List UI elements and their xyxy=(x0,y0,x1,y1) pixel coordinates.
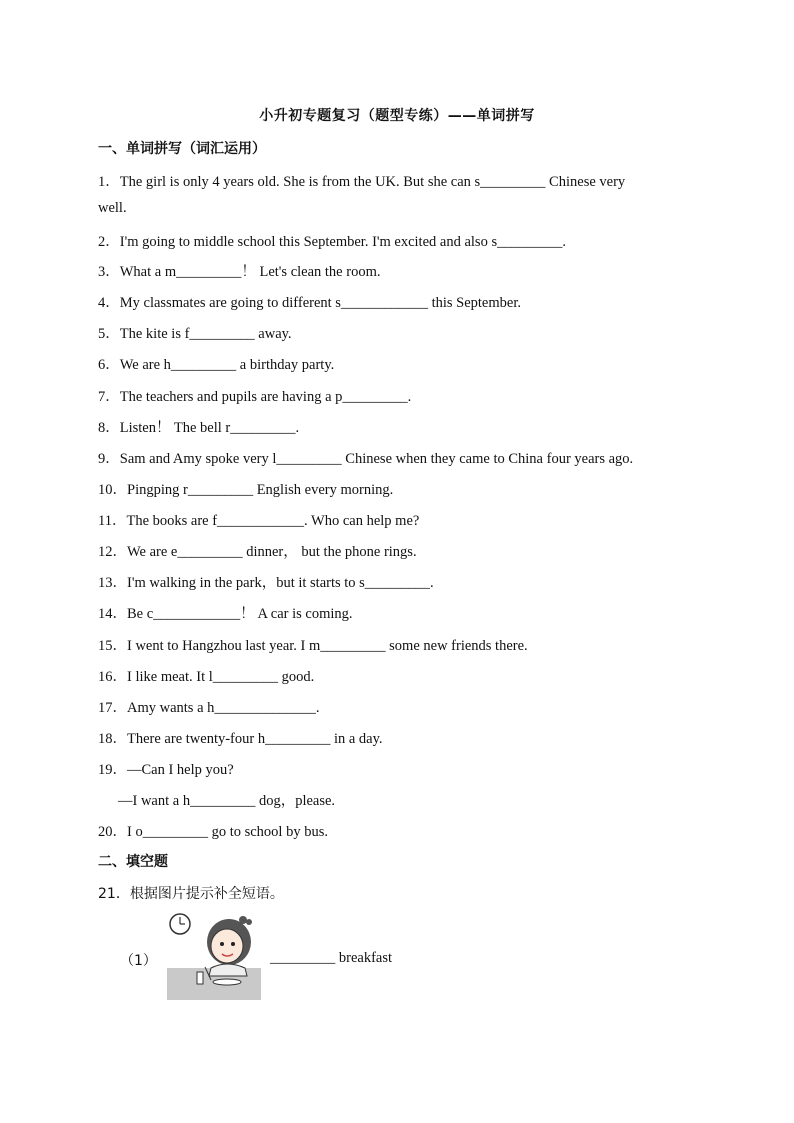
question-13: 13．I'm walking in the park，but it starts to s_________. xyxy=(98,575,434,591)
question-1-line-2: well. xyxy=(98,200,127,216)
question-21-prompt: 21．根据图片提示补全短语。 xyxy=(98,886,284,902)
question-8: 8．Listen！ The bell r_________. xyxy=(98,420,300,436)
question-19-line-1: 19．—Can I help you? xyxy=(98,762,234,778)
question-5: 5．The kite is f_________ away. xyxy=(98,326,292,342)
question-12: 12．We are e_________ dinner， but the phone rings. xyxy=(98,544,417,560)
question-1-line-1: 1．The girl is only 4 years old. She is from the UK. But she can s_________ Chinese very xyxy=(98,174,626,190)
question-2: 2．I'm going to middle school this September. I'm excited and also s_________. xyxy=(98,234,566,250)
question-17: 17．Amy wants a h______________. xyxy=(98,700,320,716)
question-19-line-2: —I want a h_________ dog，please. xyxy=(118,793,336,809)
question-15: 15．I went to Hangzhou last year. I m_________ some new friends there. xyxy=(98,638,528,654)
question-4: 4．My classmates are going to different s____________ this September. xyxy=(98,295,521,311)
question-20: 20．I o_________ go to school by bus. xyxy=(98,824,328,840)
question-14: 14．Be c____________！ A car is coming. xyxy=(98,606,353,622)
question-16: 16．I like meat. It l_________ good. xyxy=(98,669,315,685)
question-6: 6．We are h_________ a birthday party. xyxy=(98,357,335,373)
section-2-heading: 二、填空题 xyxy=(98,854,168,870)
question-9: 9．Sam and Amy spoke very l_________ Chinese when they came to China four years ago. xyxy=(98,451,634,467)
question-11: 11．The books are f____________. Who can help me? xyxy=(98,513,420,529)
question-21-1-answer-line: _________ breakfast xyxy=(270,950,393,966)
question-10: 10．Pingping r_________ English every morning. xyxy=(98,482,394,498)
question-21-1-label: （1） xyxy=(120,953,157,969)
section-1-heading: 一、单词拼写（词汇运用） xyxy=(98,141,266,157)
question-18: 18．There are twenty-four h_________ in a day. xyxy=(98,731,383,747)
page-title: 小升初专题复习（题型专练）——单词拼写 xyxy=(259,108,535,124)
question-3: 3．What a m_________！ Let's clean the room. xyxy=(98,264,381,280)
girl-eating-breakfast-picture xyxy=(167,912,261,1000)
question-7: 7．The teachers and pupils are having a p_________. xyxy=(98,389,412,405)
